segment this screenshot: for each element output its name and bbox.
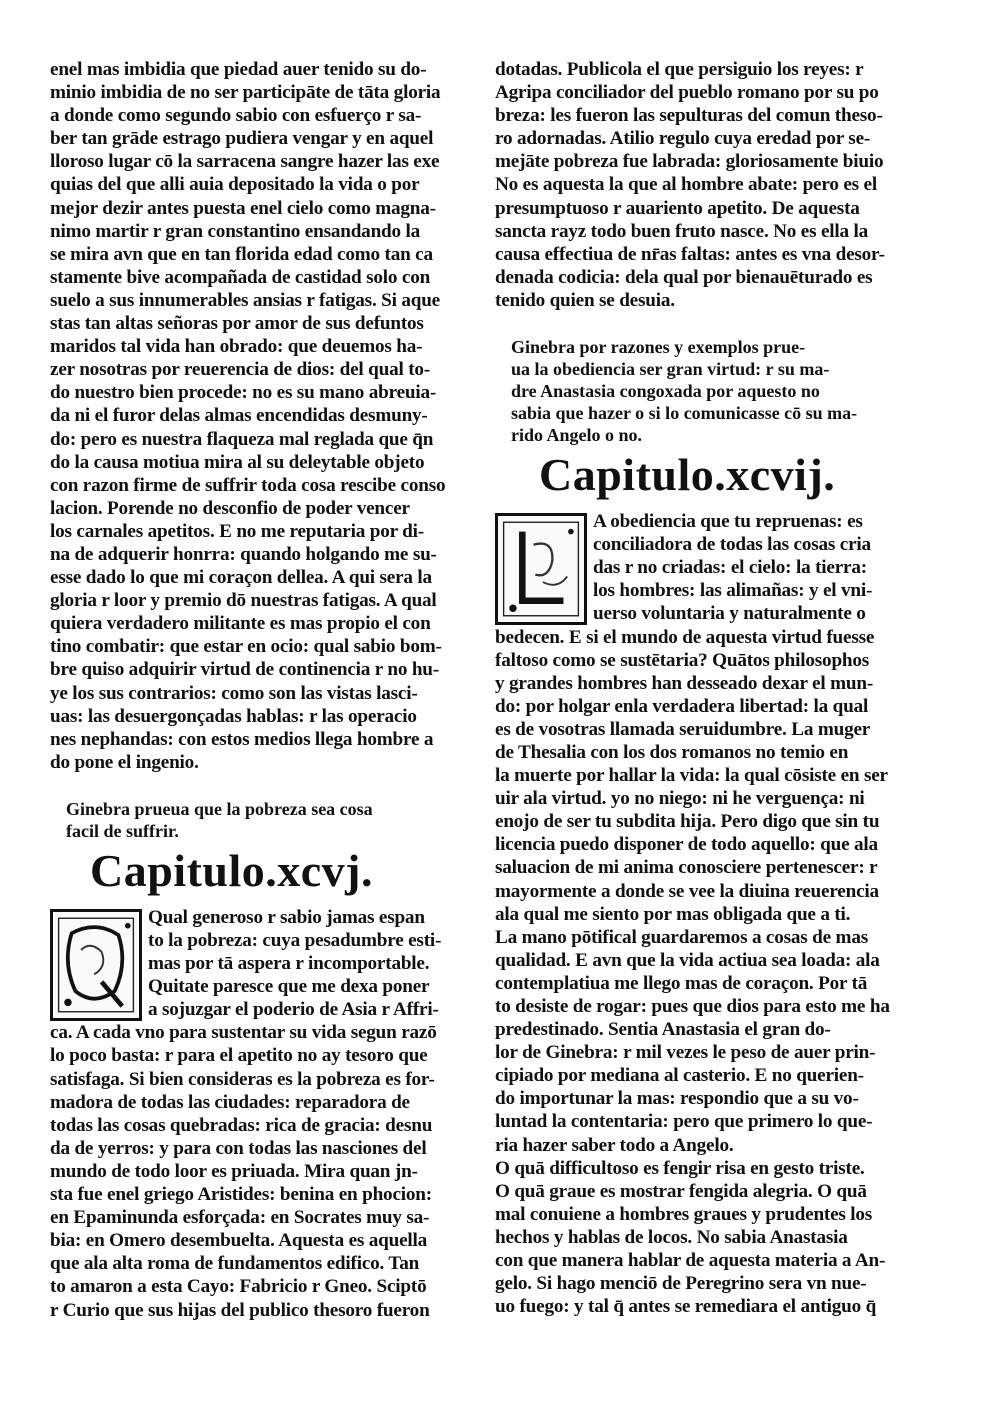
left-rubric: [50, 798, 475, 842]
left-initial-line: mas por tā aspera r incomportable.: [148, 953, 430, 975]
left-body-line: do pone el ingenio.: [50, 751, 199, 773]
left-initial-line: a sojuzgar el poderio de Asia r Affri-: [148, 999, 439, 1021]
left-body-line: suelo a sus innumerables ansias r fatigas. Si aque: [50, 289, 440, 311]
right-after-line: La mano pōtifical guardaremos a cosas de mas: [495, 926, 868, 948]
left-body-line: uas: las desuergonçadas hablas: r las operacio: [50, 705, 417, 727]
left-initial-line: Qual generoso r sabio jamas espan: [148, 906, 425, 928]
right-initial-line: conciliadora de todas las cosas cria: [593, 534, 871, 556]
left-body-line: con razon firme de suffrir toda cosa rescibe conso: [50, 474, 446, 496]
right-body-line: tenido quien se desuia.: [495, 289, 675, 311]
right-initial-line: los hombres: las alimañas: y el vni-: [593, 580, 873, 602]
left-after-line: da de yerros: y para con todas las nasciones del: [50, 1137, 427, 1159]
right-after-line: qualidad. E avn que la vida actiua sea loada: ala: [495, 949, 880, 971]
right-after-line: hechos y hablas de locos. No sabia Anastasia: [495, 1226, 848, 1248]
left-initial-lines: [148, 906, 475, 1021]
left-body-line: quias del que alli auia depositado la vida o por: [50, 174, 420, 196]
right-body-line: breza: les fueron las sepulturas del comun theso-: [495, 105, 883, 127]
left-body-line: bre quiso adquirir virtud de continencia r no hu-: [50, 659, 439, 681]
decorated-initial-q-icon: [53, 912, 139, 1018]
right-after-line: con que manera hablar de aquesta materia a An-: [495, 1250, 886, 1272]
left-initial-block: [50, 906, 475, 1021]
left-body-line: maridos tal vida han obrado: que deuemos ha-: [50, 336, 423, 358]
left-body-line: stas tan altas señoras por amor de sus defuntos: [50, 313, 424, 335]
right-after-line: saluacion de mi anima conosciere pertenescer: r: [495, 857, 878, 879]
right-after-line: es de vosotras llamada seruidumbre. La muger: [495, 718, 871, 740]
right-initial-line: A obediencia que tu repruenas: es: [593, 511, 863, 533]
right-rubric-line: Ginebra por razones y exemplos prue-: [511, 337, 806, 358]
right-rubric-line: ua la obediencia ser gran virtud: r su ma-: [511, 359, 830, 380]
right-body-line: denada codicia: dela qual por bienauēturado es: [495, 266, 873, 288]
left-body-line: nimo martir r gran constantino ensandando la: [50, 220, 421, 242]
decorated-initial-q: [50, 909, 142, 1021]
left-after-line: to amaron a esta Cayo: Fabricio r Gneo. Sciptō: [50, 1276, 427, 1298]
right-body-line: presumptuoso r auariento apetito. De aquesta: [495, 197, 860, 219]
left-body-line: da ni el furor delas almas encendidas desmuny-: [50, 405, 428, 427]
left-body-line: a donde como segundo sabio con esfuerço r sa-: [50, 105, 422, 127]
right-after-line: ria hazer saber todo a Angelo.: [495, 1134, 734, 1156]
left-after-line: todas las cosas quebradas: rica de gracia: desnu: [50, 1114, 433, 1136]
right-after-line: predestinado. Sentia Anastasia el gran do-: [495, 1019, 831, 1041]
left-body-line: na de adquerir honrra: quando holgando me su-: [50, 543, 437, 565]
right-after-line: lor de Ginebra: r mil vezes le peso de auer prin-: [495, 1042, 876, 1064]
left-body-line: stamente bive acompañada de castidad solo con: [50, 266, 431, 288]
right-after-line: O quā graue es mostrar fengida alegria. O quā: [495, 1180, 867, 1202]
right-body-line: mejāte pobreza fue labrada: gloriosamente biuio: [495, 151, 884, 173]
right-after-line: y grandes hombres han desseado dexar el mun-: [495, 672, 874, 694]
left-body-line: tino combatir: que estar en ocio: qual sabio bom-: [50, 636, 442, 658]
left-rubric-line: Ginebra prueua que la pobreza sea cosa: [66, 798, 373, 819]
right-initial-line: das r no criadas: el cielo: la tierra:: [593, 557, 867, 579]
left-body-line: esse dado lo que mi coraçon dellea. A qui sera la: [50, 567, 432, 589]
left-after-line: en Epaminunda esforçada: en Socrates muy sa-: [50, 1207, 430, 1229]
chapter-heading-xcvij: Capitulo.xcvij.: [539, 449, 836, 501]
right-after-line: mal conuiene a hombres graues y prudentes los: [495, 1203, 873, 1225]
right-after-initial-text: [495, 626, 920, 1319]
left-body-line: nes nephandas: con estos medios llega hombre a: [50, 728, 434, 750]
right-body-text: [495, 58, 920, 312]
right-initial-lines: [593, 510, 920, 625]
right-after-line: do: por holgar enla verdadera libertad: la qual: [495, 695, 869, 717]
left-rubric-line: facil de suffrir.: [66, 820, 179, 841]
left-after-line: r Curio que sus hijas del publico thesoro fueron: [50, 1299, 430, 1321]
left-body-line: se mira avn que en tan florida edad como tan ca: [50, 243, 433, 265]
right-after-line: gelo. Si hago menciō de Peregrino sera vn nue-: [495, 1273, 867, 1295]
right-rubric-line: dre Anastasia congoxada por aquesto no: [511, 381, 820, 402]
right-after-line: luntad la contentaria: pero que primero lo que-: [495, 1111, 873, 1133]
right-initial-block: [495, 510, 920, 625]
left-after-line: mundo de todo loor es priuada. Mira quan jn-: [50, 1160, 418, 1182]
left-body-line: gloria r loor y premio dō nuestras fatigas. A qual: [50, 590, 437, 612]
left-body-line: zer nosotras por reuerencia de dios: del qual to-: [50, 359, 430, 381]
left-body-line: do nuestro bien procede: no es su mano abreuia-: [50, 382, 437, 404]
left-body-line: enel mas imbidia que piedad auer tenido su do-: [50, 59, 427, 80]
right-after-line: de Thesalia con los dos romanos no temio en: [495, 741, 849, 763]
right-after-line: mayormente a donde se vee la diuina reuerencia: [495, 880, 879, 902]
left-after-initial-text: [50, 1021, 475, 1321]
left-after-line: bia: en Omero desembuelta. Aquesta es aquella: [50, 1230, 428, 1252]
left-after-line: sta fue enel griego Aristides: benina en phocion:: [50, 1184, 432, 1206]
left-initial-line: to la pobreza: cuya pesadumbre esti-: [148, 930, 442, 951]
chapter-heading-xcvj: Capitulo.xcvj.: [90, 844, 373, 896]
decorated-initial-l: [495, 513, 587, 625]
left-after-line: lo poco basta: r para el apetito no ay tesoro que: [50, 1045, 428, 1067]
right-after-line: cipiado por mediana al casterio. E no querien-: [495, 1065, 864, 1087]
left-body-line: mejor dezir antes puesta enel cielo como magna-: [50, 197, 436, 219]
left-after-line: ca. A cada vno para sustentar su vida segun razō: [50, 1022, 437, 1044]
left-body-line: lloroso lugar cō la sarracena sangre hazer las exe: [50, 151, 440, 173]
right-after-line: enojo de ser tu subdita hija. Pero digo que sin tu: [495, 811, 880, 833]
left-body-line: lacion. Porende no desconfio de poder vencer: [50, 497, 410, 519]
right-body-line: No es aquesta la que al hombre abate: pero es el: [495, 174, 877, 196]
right-body-line: dotadas. Publicola el que persiguio los reyes: r: [495, 59, 864, 80]
right-body-line: causa effectiua de nr̄as faltas: antes es vna desor-: [495, 243, 885, 265]
right-column: [495, 58, 920, 1318]
right-after-line: O quā difficultoso es fengir risa en gesto triste.: [495, 1157, 865, 1179]
right-body-line: ro adornadas. Atilio regulo cuya eredad por se-: [495, 128, 871, 150]
right-initial-line: uerso voluntaria y naturalmente o: [593, 603, 866, 625]
right-after-line: bedecen. E si el mundo de aquesta virtud fuesse: [495, 626, 875, 648]
left-body-line: do: pero es nuestra flaqueza mal reglada que q̄n: [50, 428, 434, 450]
left-body-line: quiera verdadero militante es mas propio el con: [50, 613, 431, 635]
left-column: [50, 58, 475, 1322]
left-body-line: do la causa motiua mira al su deleytable objeto: [50, 451, 425, 473]
right-after-line: uir ala virtud. yo no niego: ni he verguença: ni: [495, 788, 865, 810]
left-body-line: minio imbidia de no ser participāte de tāta gloria: [50, 82, 441, 104]
left-after-line: satisfaga. Si bien consideras es la pobreza es for-: [50, 1068, 435, 1090]
right-after-line: ala qual me siento por mas obligada que a ti.: [495, 903, 851, 925]
right-body-line: sancta rayz todo buen fruto nasce. No es ella la: [495, 220, 869, 242]
left-body-line: los carnales apetitos. E no me reputaria por di-: [50, 520, 424, 542]
right-after-line: to desiste de rogar: pues que dios para esto me ha: [495, 996, 890, 1017]
left-body-line: ber tan grāde estrago pudiera vengar y en aquel: [50, 128, 434, 150]
right-after-line: faltoso como se sustētaria? Quātos philosophos: [495, 649, 870, 671]
right-after-line: la muerte por hallar la vida: la qual cōsiste en ser: [495, 765, 888, 787]
right-rubric: [495, 336, 920, 446]
decorated-initial-l-icon: [498, 516, 584, 622]
right-after-line: do importunar la mas: respondio que a su vo-: [495, 1088, 859, 1110]
right-after-line: uo fuego: y tal q̄ antes se remediara el antiguo q̄: [495, 1296, 877, 1318]
left-initial-line: Quitate paresce que me dexa poner: [148, 976, 430, 998]
right-after-line: licencia puedo disponer de todo aquello: que ala: [495, 834, 878, 856]
right-rubric-line: sabia que hazer o si lo comunicasse cō su ma-: [511, 403, 858, 424]
right-body-line: Agripa conciliador del pueblo romano por su po: [495, 82, 879, 104]
left-after-line: que ala alta roma de fundamentos edifico. Tan: [50, 1253, 420, 1275]
left-body-text: [50, 58, 475, 774]
right-rubric-line: rido Angelo o no.: [511, 425, 643, 446]
left-after-line: madora de todas las ciudades: reparadora de: [50, 1091, 410, 1113]
left-body-line: ye los sus contrarios: como son las vistas lasci-: [50, 682, 418, 704]
right-after-line: contemplatiua me llego mas de coraçon. Por tā: [495, 972, 868, 994]
